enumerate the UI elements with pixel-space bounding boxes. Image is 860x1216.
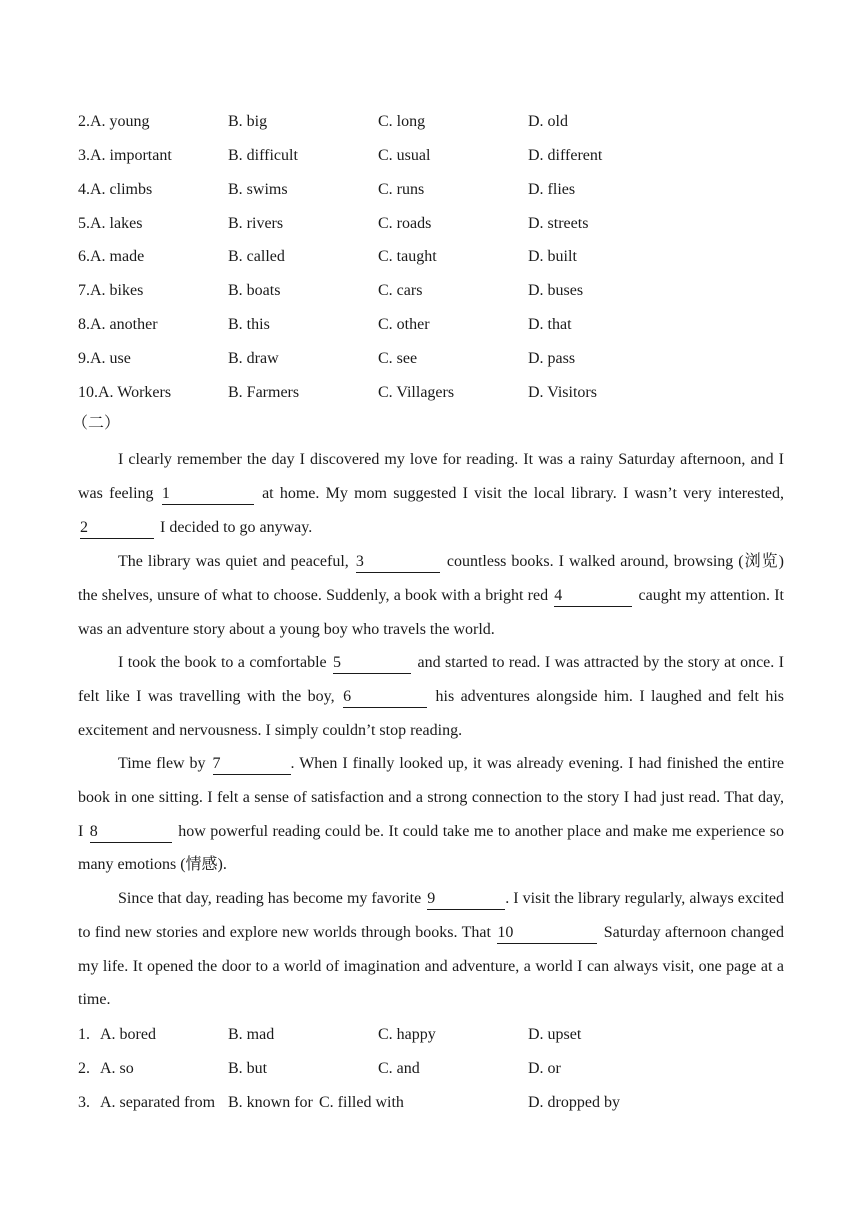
option-b: B. difficult [228, 147, 298, 164]
option-d: D. old [528, 113, 568, 130]
paragraph: The library was quiet and peaceful, 3 countless books. I walked around, browsing (浏览) the shelves, unsure of what to choose. Suddenly, a book with a bright red 4 caught my attention. It was an adventure story about a young boy who travels the world. [78, 553, 785, 638]
blank: 4 [554, 587, 632, 607]
option-b: B. called [228, 248, 285, 265]
option-d: D. buses [528, 282, 584, 299]
blank: 8 [90, 823, 172, 843]
option-a: 10.A. Workers [78, 384, 172, 401]
option-b: B. rivers [228, 215, 284, 232]
option-c: C. taught [378, 248, 437, 265]
option-c: C. Villagers [378, 384, 455, 401]
option-c: C. long [378, 113, 426, 130]
option-d: D. built [528, 248, 577, 265]
option-d: D. streets [528, 215, 589, 232]
option-a: 4.A. climbs [78, 181, 153, 198]
option-c: C. see [378, 350, 418, 367]
question-number: 3. [78, 1094, 90, 1111]
option-c: C. other [378, 316, 430, 333]
option-c: C. usual [378, 147, 431, 164]
option-b: B. but [228, 1060, 268, 1077]
blank: 5 [333, 654, 411, 674]
option-a: 7.A. bikes [78, 282, 144, 299]
option-d: D. or [528, 1060, 561, 1077]
question-number: 1. [78, 1026, 90, 1043]
option-a: 5.A. lakes [78, 215, 143, 232]
section-title: （二） [72, 415, 121, 432]
blank: 1 [162, 485, 254, 505]
option-a: A. bored [100, 1026, 156, 1043]
blank: 9 [427, 890, 505, 910]
option-d: D. upset [528, 1026, 582, 1043]
option-b: B. big [228, 113, 268, 130]
option-a: 3.A. important [78, 147, 172, 164]
option-a: A. so [100, 1060, 134, 1077]
option-d: D. pass [528, 350, 576, 367]
option-b: B. mad [228, 1026, 275, 1043]
option-d: D. that [528, 316, 572, 333]
option-c: C. happy [378, 1026, 436, 1043]
option-b: B. known for [228, 1094, 313, 1111]
blank: 3 [356, 553, 440, 573]
option-a: 8.A. another [78, 316, 158, 333]
option-b: B. Farmers [228, 384, 300, 401]
option-c: C. runs [378, 181, 425, 198]
option-a: 2.A. young [78, 113, 150, 130]
option-a: 9.A. use [78, 350, 131, 367]
blank: 2 [80, 519, 154, 539]
option-c: C. roads [378, 215, 432, 232]
paragraph: I took the book to a comfortable 5 and started to read. I was attracted by the story at once. I felt like I was travelling with the boy, 6 his adventures alongside him. I laughed and felt his excitement and nervousness. I simply couldn’t stop reading. [78, 654, 785, 739]
paragraph: Since that day, reading has become my favorite 9 . I visit the library regularly, always excited to find new stories and explore new worlds through books. That 10 Saturday afternoon changed my life. It opened the door to a world of imagination and adventure, a world I can always visit, one page at a time. [78, 890, 785, 1009]
option-c: C. and [378, 1060, 420, 1077]
option-d: D. different [528, 147, 603, 164]
paragraph: Time flew by 7 . When I finally looked up, it was already evening. I had finished the entire book in one sitting. I felt a sense of satisfaction and a strong connection to the story I had just read. That day, I 8 how powerful reading could be. It could take me to another place and make me experience so many emotions (情感). [78, 755, 785, 874]
option-c: C. filled with [319, 1094, 404, 1111]
blank: 10 [497, 924, 597, 944]
option-b: B. draw [228, 350, 279, 367]
option-d: D. dropped by [528, 1094, 620, 1111]
paragraph: I clearly remember the day I discovered my love for reading. It was a rainy Saturday afternoon, and I was feeling 1 at home. My mom suggested I visit the local library. I wasn’t very interested, 2 I decided to go anyway. [78, 443, 784, 544]
blank: 6 [343, 688, 427, 708]
option-b: B. boats [228, 282, 281, 299]
option-d: D. flies [528, 181, 576, 198]
option-b: B. swims [228, 181, 288, 198]
question-number: 2. [78, 1060, 90, 1077]
option-a: 6.A. made [78, 248, 145, 265]
option-b: B. this [228, 316, 270, 333]
option-a: A. separated from [100, 1094, 216, 1111]
option-d: D. Visitors [528, 384, 597, 401]
blank: 7 [213, 755, 291, 775]
option-c: C. cars [378, 282, 423, 299]
